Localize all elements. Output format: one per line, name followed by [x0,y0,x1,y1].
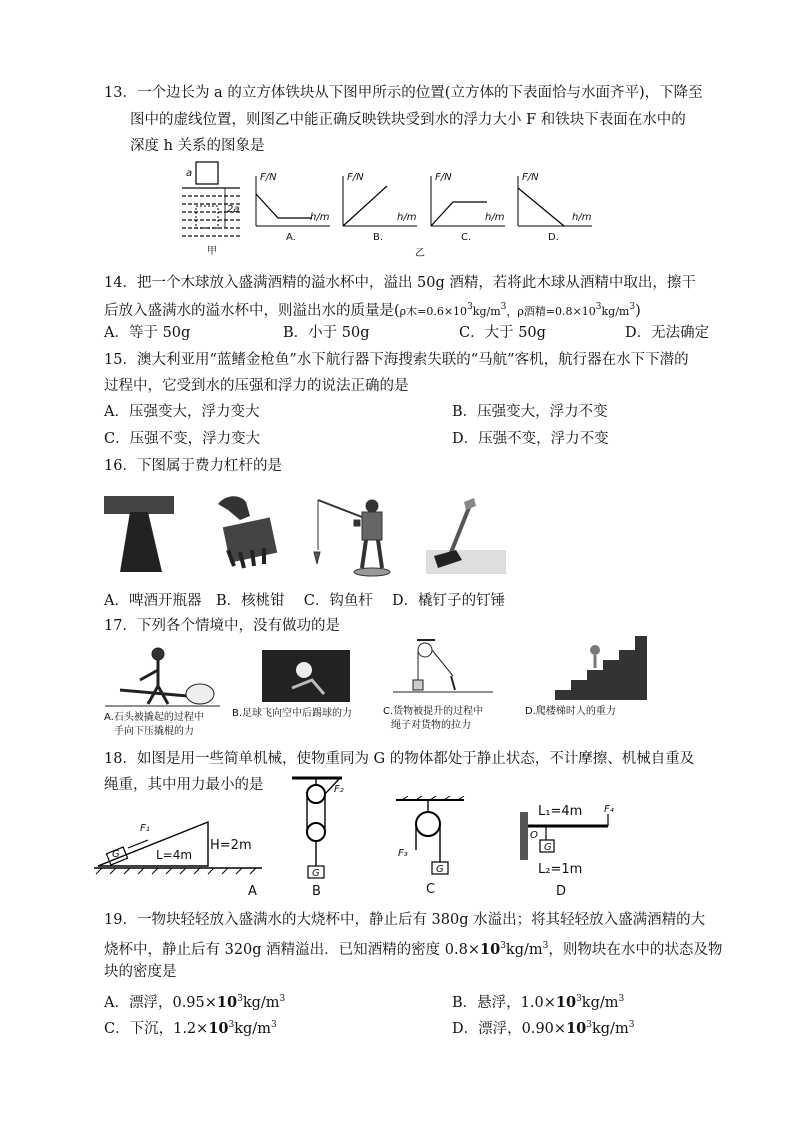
q18-c-force: F₃ [398,848,408,859]
q19-option-a-pre: A．漂浮，0.95× [104,994,217,1011]
q14-option-b: B．小于 50g [283,325,370,341]
q19-line2-tail: ，则物块在水中的状态及物 [548,941,723,958]
rho-wood-unit: kg/m [472,304,501,318]
q18-b-weight: G [312,868,320,879]
q16-pictures [100,490,520,580]
q18-b-force: F₂ [334,784,344,795]
claw-hammer-icon [426,498,506,574]
q14-line2: 后放入盛满水的溢水杯中，则溢出水的质量是(ρ木$=0.6\times 10^3kg/m^3$，ρ酒精$=0.8\times 10^3kg/m^3$) [104,302,641,319]
q19-line2-base: 10 [480,940,501,958]
q17-caption-a2: 手向下压撬棍的力 [114,726,194,737]
q14-close: ) [635,302,641,319]
rho-wood-exp: 3 [467,302,473,312]
q19-line2 [104,936,722,960]
q18-figure-c [392,796,472,896]
fishing-person-icon [314,500,390,576]
nutcracker-icon [218,496,277,568]
q19-option-d-uexp: 3 [628,1020,635,1030]
q17-caption-a1: A.石头被撬起的过程中 [104,712,204,723]
q18-c-label: C [426,882,436,897]
q15-option-d: D．压强不变，浮力不变 [452,431,609,447]
q19-option-a-uexp: 3 [279,994,286,1004]
q17-picture-c [383,636,523,736]
q18-c-weight: G [436,864,444,875]
graph-c-xlabel: h/m [485,212,505,223]
q19-option-a-exp: 3 [237,994,243,1004]
rho-wood: ρ木=0.6×10 [399,304,468,318]
q19-option-a [104,989,285,1013]
q13-graph-d [512,172,597,247]
cube-side-label: a [186,168,193,179]
q19-option-c-exp: 3 [228,1020,235,1030]
q17-picture-a [100,640,225,740]
q19-option-b-base: 10 [555,993,577,1011]
q19-option-d-pre: D．漂浮，0.90× [452,1020,567,1037]
q13-graph-a [250,172,335,247]
q19-option-b-exp: 3 [576,994,582,1004]
q13-line3: 深度 h 关系的图象是 [130,138,265,154]
q19-option-d-exp: 3 [586,1020,592,1030]
fig-jia-label: 甲 [207,246,217,257]
q19-option-b-pre: B．悬浮，1.0× [452,994,556,1011]
q19-line1: 19．一物块轻轻放入盛满水的大烧杯中，静止后有 380g 水溢出；将其轻轻放入盛满酒精的大 [104,912,706,928]
rho-wood-unit-exp: 3 [500,302,507,312]
depth-label: 2a [227,204,240,215]
q14-line1: 14．把一个木球放入盛满酒精的溢水杯中，溢出 50g 酒精，若将此木球从酒精中取出，擦干 [104,275,696,291]
q15-option-b: B．压强变大，浮力不变 [452,404,608,420]
q14-option-c: C．大于 50g [459,325,546,341]
q17-picture-b [232,648,382,728]
q18-figure-b [286,776,356,899]
graph-b-label: B. [373,232,384,243]
q15-line2: 过程中，它受到水的压强和浮力的说法正确的是 [104,378,409,394]
graph-d-xlabel: h/m [572,212,592,223]
graph-c-label: C. [461,232,472,243]
q18-figure-a [92,800,272,900]
q16-line1: 16．下图属于费力杠杆的是 [104,458,282,474]
q13-line2: 图中的虚线位置，则图乙中能正确反映铁块受到水的浮力大小 F 和铁块下表面在水中的 [130,112,686,128]
q19-line2-unit: kg/m [505,941,543,958]
graph-a-xlabel: h/m [310,212,330,223]
rho-alcohol: ρ酒精=0.8×10 [517,304,596,318]
q19-option-d-unit: kg/m [591,1020,629,1037]
lever-stone-icon [105,648,220,706]
q18-line1: 18．如图是用一些简单机械，使物重同为 G 的物体都处于静止状态，不计摩擦、机械自重及 [104,751,695,767]
fixed-pulley-icon [396,796,464,874]
q18-d-l2: L₂=1m [538,862,583,877]
q19-line2-text: 烧杯中，静止后有 320g 酒精溢出．已知酒精的密度 0.8× [104,941,480,958]
q19-option-c-unit: kg/m [234,1020,271,1037]
graph-c-ylabel: F/N [435,172,452,183]
q19-option-a-base: 10 [216,993,238,1011]
q19-option-b-unit: kg/m [581,994,619,1011]
q18-a-length: L=4m [156,848,193,862]
q15-line1: 15．澳大利亚用“蓝鳍金枪鱼”水下航行器下海搜索失联的“马航”客机，航行器在水下下潜的 [104,352,689,368]
q13-figure-jia [180,160,250,255]
graph-a-label: A. [286,232,296,243]
q18-a-weight: G [112,849,120,860]
rho-alcohol-unit: kg/m [601,304,630,318]
q18-d-force: F₄ [604,804,614,815]
q19-line2-exp: 3 [500,941,506,951]
q13-graph-b [337,172,422,247]
q19-option-c [104,1015,277,1039]
q17-line1: 17．下列各个情境中，没有做功的是 [104,618,340,634]
q17-caption-c2: 绳子对货物的拉力 [391,720,471,731]
bottle-opener-icon [104,496,174,572]
graph-a-ylabel: F/N [260,172,277,183]
q16-options: A．啤酒开瓶器 B．核桃钳 C．钩鱼杆 D．橇钉子的钉锤 [104,593,506,609]
q19-option-c-pre: C．下沉，1.2× [104,1020,209,1037]
q18-a-force: F₁ [140,823,150,834]
q19-option-b [452,989,624,1013]
stairs-climbing-icon [555,636,647,700]
rho-alcohol-exp: 3 [595,302,602,312]
q14-line2-text: 后放入盛满水的溢水杯中，则溢出水的质量是( [104,302,400,319]
q18-a-height: H=2m [210,838,252,853]
q17-picture-d [525,632,655,722]
q18-d-pivot: O [530,830,538,841]
q14-option-a: A．等于 50g [104,325,191,341]
q19-option-a-unit: kg/m [242,994,280,1011]
q19-option-d-base: 10 [566,1019,587,1037]
graph-d-label: D. [548,232,559,243]
q19-line2-unit-exp: 3 [542,941,549,951]
q18-line2: 绳重，其中用力最小的是 [104,777,264,793]
q19-option-c-uexp: 3 [270,1020,277,1030]
q18-b-label: B [312,884,321,899]
graph-b-xlabel: h/m [397,212,417,223]
fig-yi-label: 乙 [415,248,425,259]
q18-d-weight: G [544,842,552,853]
q13-graph-c [425,172,510,247]
q18-a-label: A [248,884,257,899]
q18-figure-d [518,800,618,900]
q17-caption-d: D.爬楼梯时人的重力 [525,706,616,717]
q13-line1: 13．一个边长为 a 的立方体铁块从下图甲所示的位置(立方体的下表面恰与水面齐平)，下降至 [104,85,703,101]
rho-alcohol-unit-exp: 3 [629,302,636,312]
q18-d-l1: L₁=4m [538,804,583,819]
q14-option-d: D．无法确定 [625,325,710,341]
q17-caption-b: B.足球飞向空中后踢球的力 [232,708,353,719]
graph-d-ylabel: F/N [522,172,539,183]
q15-option-c: C．压强不变，浮力变大 [104,431,261,447]
q19-option-d [452,1015,634,1039]
q19-option-c-base: 10 [208,1019,229,1037]
q15-option-a: A．压强变大，浮力变大 [104,404,260,420]
q19-option-b-uexp: 3 [618,994,625,1004]
q18-d-label: D [556,884,567,899]
q19-line3: 块的密度是 [104,964,177,980]
pulley-cargo-icon [393,640,493,692]
q17-caption-c1: C.货物被提升的过程中 [383,706,484,717]
graph-b-ylabel: F/N [347,172,364,183]
